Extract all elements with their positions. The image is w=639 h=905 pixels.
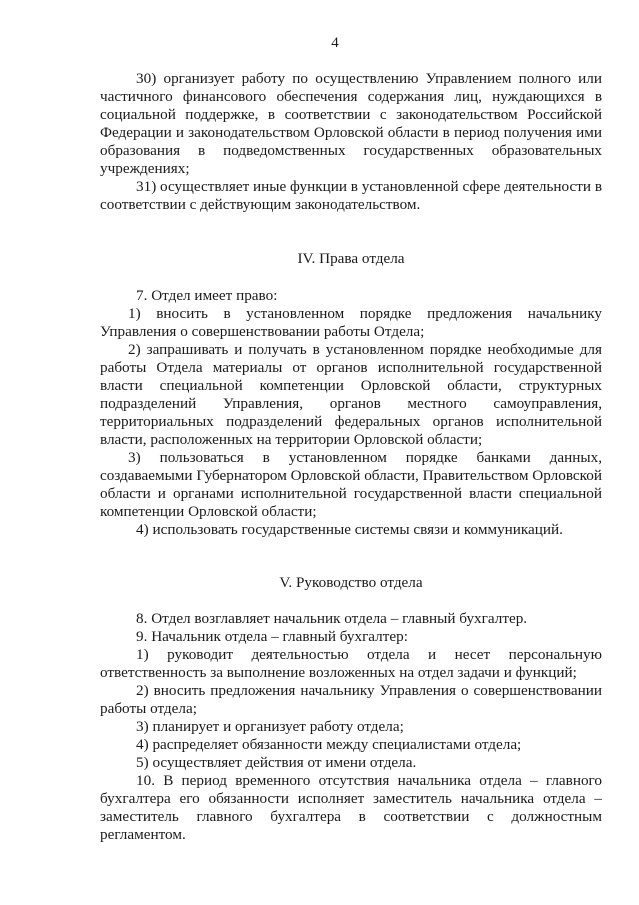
- document-body: [100, 70, 602, 844]
- section-4-item-4: 4) использовать государственные системы связи и коммуникаций.: [136, 521, 563, 538]
- section-5-item-10: 10. В период временного отсутствия начальника отдела – главного бухгалтера его обязанности исполняет заместитель начальника отдела – заместитель главного бухгалтера в соответствии с должностным регламентом.: [100, 772, 602, 843]
- section-4-heading: IV. Права отдела: [297, 250, 405, 267]
- item-31: 31) осуществляет иные функции в установленной сфере деятельности в соответствии с действующим законодательством.: [100, 178, 602, 213]
- section-5-sub-item-5: 5) осуществляет действия от имени отдела.: [136, 754, 417, 771]
- section-4-item-2: 2) запрашивать и получать в установленном порядке необходимые для работы Отдела материалы от органов исполнительной государственной власти специальной компетенции Орловской области, структурных подразделений Управления, органов местного самоуправления, территориальных подразделений федеральных органов исполнительной власти, расположенных на территории Орловской области;: [100, 341, 602, 448]
- item-30: 30) организует работу по осуществлению Управлением полного или частичного финансового обеспечения содержания лиц, нуждающихся в социальной поддержке, в соответствии с законодательством Российской Федерации и законодательством Орловской области в период получения ими образования в подведомственных государственных образовательных учреждениях;: [100, 70, 602, 177]
- section-5-sub-item-1: 1) руководит деятельностью отдела и несет персональную ответственность за выполнение возложенных на отдел задачи и функций;: [100, 646, 602, 681]
- section-5-sub-item-3: 3) планирует и организует работу отдела;: [136, 718, 404, 735]
- section-5-item-8: 8. Отдел возглавляет начальник отдела – главный бухгалтер.: [136, 610, 528, 627]
- section-5-heading: V. Руководство отдела: [279, 574, 423, 591]
- page-number: 4: [331, 35, 339, 51]
- section-4-item-1: 1) вносить в установленном порядке предложения начальнику Управления о совершенствовании работы Отдела;: [100, 305, 602, 340]
- section-4-intro: 7. Отдел имеет право:: [136, 287, 278, 304]
- section-5-item-9: 9. Начальник отдела – главный бухгалтер:: [136, 628, 408, 645]
- section-4-item-3: 3) пользоваться в установленном порядке банками данных, создаваемыми Губернатором Орловской области, Правительством Орловской области и органами исполнительной государственной власти специальной компетенции Орловской области;: [100, 449, 602, 520]
- section-5-sub-item-2: 2) вносить предложения начальнику Управления о совершенствовании работы отдела;: [100, 682, 602, 717]
- section-5-sub-item-4: 4) распределяет обязанности между специалистами отдела;: [136, 736, 522, 753]
